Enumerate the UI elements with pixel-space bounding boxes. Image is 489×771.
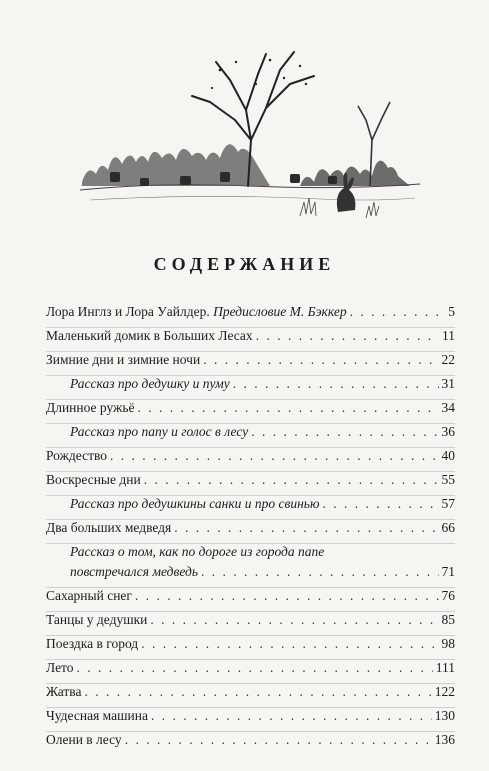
leader-dots: [138, 400, 439, 416]
toc-entry-title: Рассказ про дедушкины санки и про свинью: [70, 496, 320, 511]
leader-dots: [350, 304, 446, 320]
toc-entry-title: Воскресные дни: [46, 472, 141, 487]
toc-subentry-line-2[interactable]: [46, 564, 455, 587]
leader-dots: [322, 496, 438, 512]
leader-dots: [233, 376, 439, 392]
page-number: 130: [434, 708, 455, 723]
leader-dots: [125, 732, 432, 748]
toc-entry-title: Маленький домик в Больших Лесах: [46, 328, 253, 343]
contents-heading: СОДЕРЖАНИЕ: [153, 254, 336, 274]
toc-entry-title: Чудесная машина: [46, 708, 148, 723]
leader-dots: [251, 424, 438, 440]
page-number: 98: [441, 636, 455, 651]
page-number: 40: [441, 448, 455, 463]
toc-entry[interactable]: [46, 400, 455, 423]
toc-entry[interactable]: [46, 328, 455, 351]
page-number: 111: [435, 660, 455, 675]
toc-entry[interactable]: [46, 472, 455, 495]
toc-entry[interactable]: [46, 520, 455, 543]
toc-subentry[interactable]: [46, 376, 455, 399]
leader-dots: [201, 564, 439, 580]
leader-dots: [256, 328, 439, 344]
page-number: 71: [441, 564, 455, 579]
toc-entry-title: Лето: [46, 660, 74, 675]
toc-entry[interactable]: [46, 588, 455, 611]
toc-entry[interactable]: [46, 732, 455, 755]
leader-dots: [150, 612, 438, 628]
toc-entry-preface[interactable]: [46, 304, 455, 327]
leader-dots: [174, 520, 438, 536]
leader-dots: [110, 448, 438, 464]
table-of-contents: [46, 304, 455, 755]
leader-dots: [135, 588, 439, 604]
toc-entry[interactable]: [46, 708, 455, 731]
toc-entry-title: Лора Инглз и Лора Уайлдер. Предисловие М. Бэккер: [46, 304, 347, 319]
toc-entry-title: Рассказ о том, как по дороге из города папе: [70, 544, 325, 559]
winter-landscape-illustration: [70, 40, 430, 230]
page-number: 57: [441, 496, 455, 511]
leader-dots: [144, 472, 439, 488]
toc-subentry-line-1[interactable]: [46, 544, 455, 564]
toc-subentry[interactable]: [46, 424, 455, 447]
toc-entry[interactable]: [46, 352, 455, 375]
toc-entry-title: Зимние дни и зимние ночи: [46, 352, 201, 367]
page-number: 22: [441, 352, 455, 367]
toc-entry-title: Рассказ про дедушку и пуму: [70, 376, 230, 391]
page-number: 11: [442, 328, 455, 343]
toc-entry[interactable]: [46, 660, 455, 683]
page-number: 76: [441, 588, 455, 603]
leader-dots: [85, 684, 432, 700]
toc-entry-title: Сахарный снег: [46, 588, 132, 603]
toc-entry[interactable]: [46, 448, 455, 471]
toc-entry[interactable]: [46, 684, 455, 707]
page-number: 85: [441, 612, 455, 627]
toc-entry-title-continued: повстречался медведь: [70, 564, 198, 579]
toc-entry-title: Поездка в город: [46, 636, 139, 651]
toc-entry-title: Жатва: [46, 684, 82, 699]
page-number: 34: [441, 400, 455, 415]
leader-dots: [151, 708, 432, 724]
toc-entry[interactable]: [46, 636, 455, 659]
toc-subentry[interactable]: [46, 496, 455, 519]
page-number: 66: [441, 520, 455, 535]
toc-entry-title: Рождество: [46, 448, 108, 463]
leader-dots: [141, 636, 438, 652]
page-number: 55: [441, 472, 455, 487]
toc-entry-title: Рассказ про папу и голос в лесу: [70, 424, 249, 439]
page-number: 5: [448, 304, 455, 319]
page-number: 31: [441, 376, 455, 391]
page-number: 36: [441, 424, 455, 439]
toc-entry[interactable]: [46, 612, 455, 635]
toc-entry-title: Два больших медведя: [46, 520, 172, 535]
page-number: 136: [434, 732, 455, 747]
toc-entry-title: Длинное ружьё: [46, 400, 135, 415]
page-number: 122: [434, 684, 455, 699]
leader-dots: [77, 660, 433, 676]
toc-entry-title: Танцы у дедушки: [46, 612, 148, 627]
toc-entry-title: Олени в лесу: [46, 732, 122, 747]
leader-dots: [203, 352, 438, 368]
